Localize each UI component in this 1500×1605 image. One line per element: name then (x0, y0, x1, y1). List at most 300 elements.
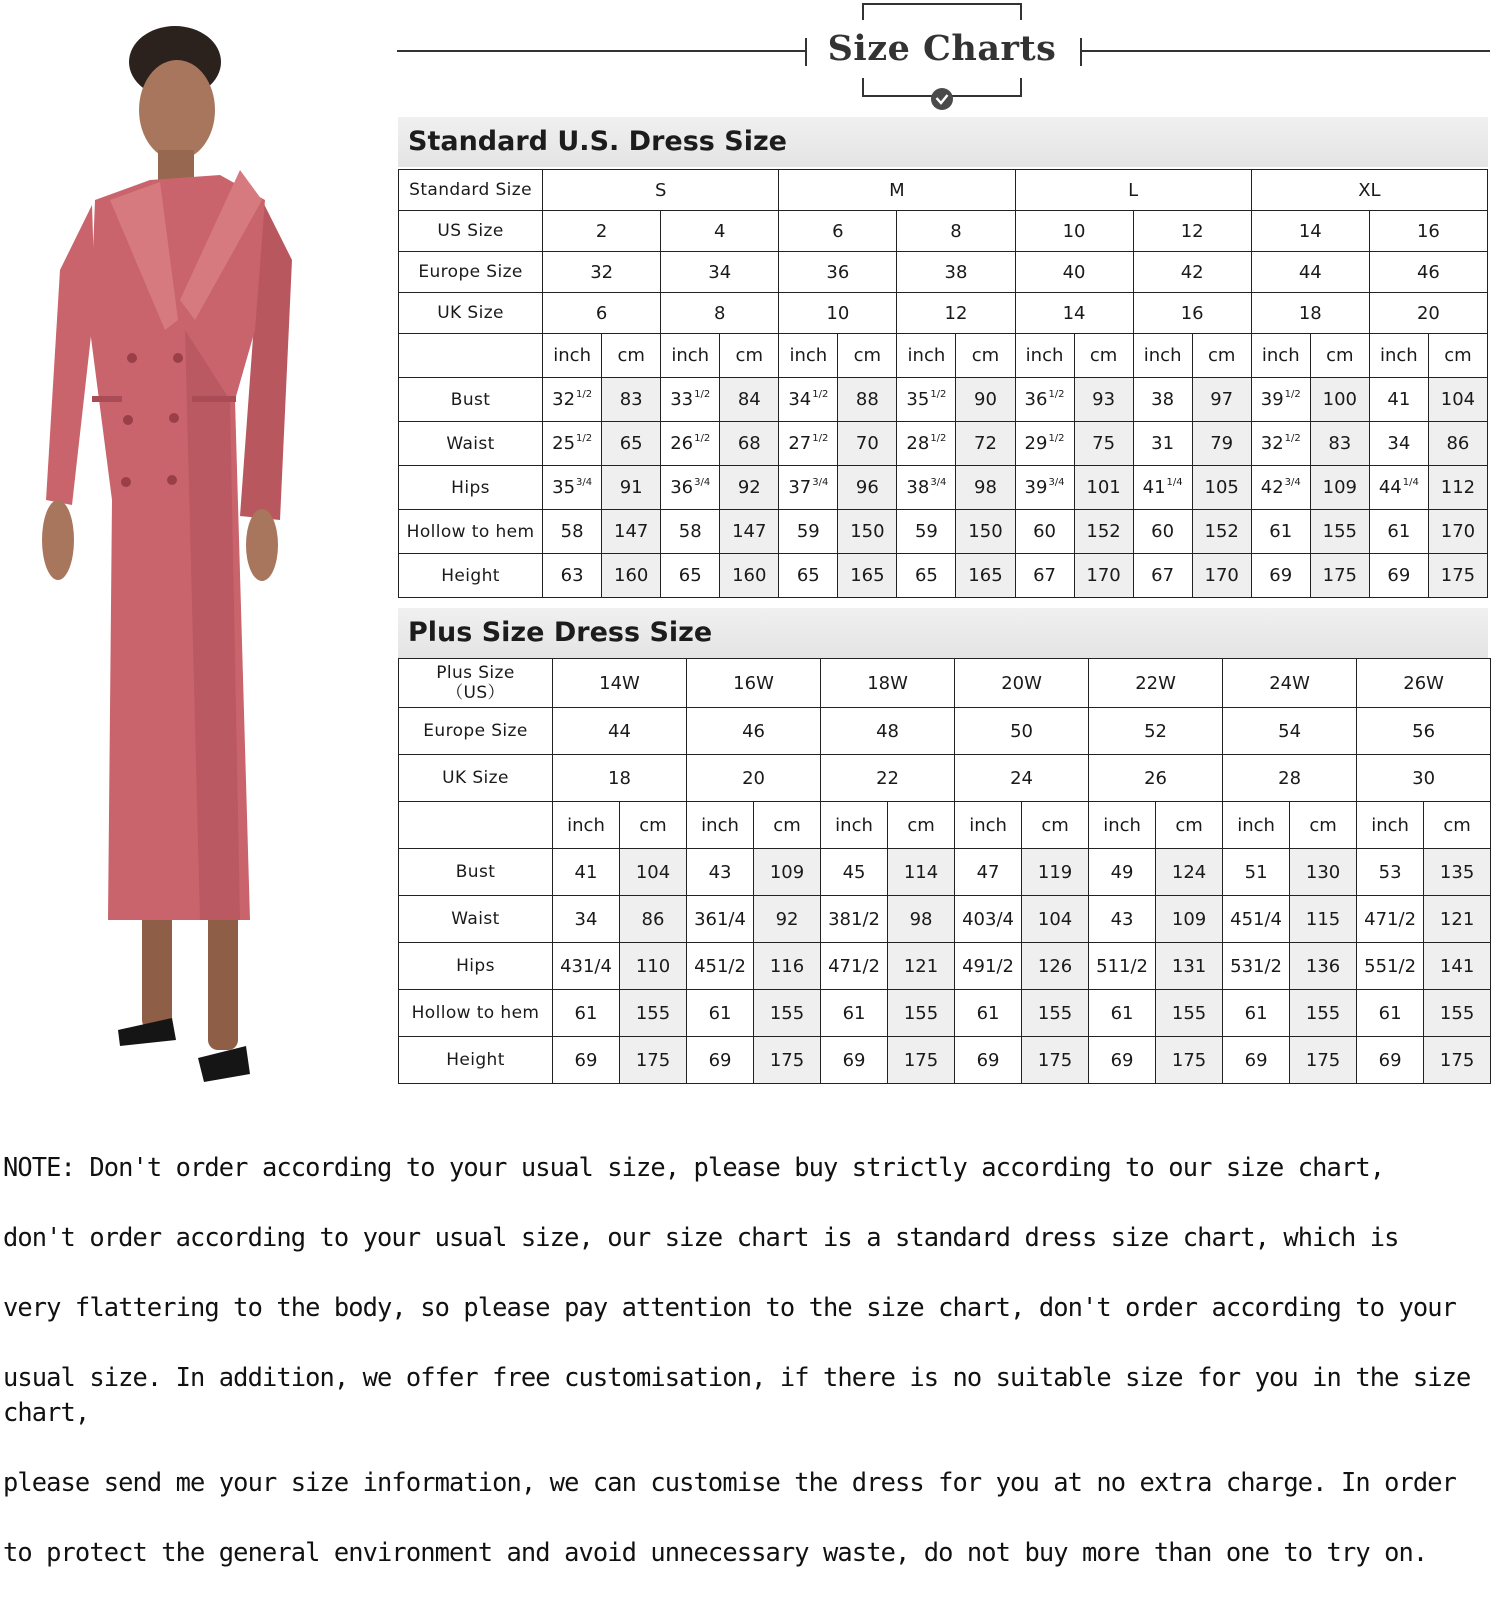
measurement-cell: 152 (1074, 510, 1133, 554)
unit-header-inch: inch (1133, 334, 1192, 378)
header-rule-right (1082, 50, 1490, 52)
measurement-cell: 65 (897, 554, 956, 598)
plus-size-row (399, 659, 1491, 708)
unit-header-cm: cm (1074, 334, 1133, 378)
measurement-whole: 38 (906, 477, 930, 498)
row-label: Europe Size (399, 708, 553, 755)
note-line: NOTE: Don't order according to your usual size, please buy strictly according to our size chart, (3, 1152, 1385, 1182)
row-label: US Size (399, 211, 543, 252)
measurement-cell: 165 (956, 554, 1015, 598)
measurement-cell: 147 (602, 510, 661, 554)
row-label: Waist (399, 896, 553, 943)
measurement-whole: 36 (1024, 389, 1048, 410)
measurement-cell (1015, 422, 1074, 466)
measurement-cell: 72 (956, 422, 1015, 466)
plus-europe-size-row (399, 708, 1491, 755)
unit-header-inch: inch (1369, 334, 1428, 378)
row-label: Hips (399, 943, 553, 990)
europe-size-cell: 44 (553, 708, 687, 755)
measurement-fraction: 1/2 (930, 389, 947, 400)
measurement-cell: 98 (888, 896, 955, 943)
measurement-row (399, 896, 1491, 943)
standard-measurements (399, 378, 1488, 598)
measurement-cell: 109 (1156, 896, 1223, 943)
measurement-cell: 155 (1156, 990, 1223, 1037)
uk-size-cell: 26 (1089, 755, 1223, 802)
measurement-cell: 60 (1133, 510, 1192, 554)
measurement-fraction: 3/4 (576, 477, 593, 488)
unit-header-inch: inch (779, 334, 838, 378)
measurement-cell: 491/2 (955, 943, 1022, 990)
measurement-cell: 79 (1192, 422, 1251, 466)
measurement-row (399, 849, 1491, 896)
measurement-fraction: 1/2 (576, 433, 593, 444)
measurement-cell: 65 (779, 554, 838, 598)
measurement-cell: 98 (956, 466, 1015, 510)
figure-button (123, 415, 133, 425)
measurement-row (399, 510, 1488, 554)
measurement-cell: 451/4 (1223, 896, 1290, 943)
measurement-row (399, 990, 1491, 1037)
figure-button (121, 477, 131, 487)
measurement-cell: 61 (553, 990, 620, 1037)
empty-cell (399, 802, 553, 849)
row-label: Hollow to hem (399, 990, 553, 1037)
measurement-cell: 84 (720, 378, 779, 422)
note-line: please send me your size information, we can customise the dress for you at no extra charge. In order (3, 1467, 1457, 1497)
measurement-cell: 511/2 (1089, 943, 1156, 990)
europe-size-cell: 34 (661, 252, 779, 293)
europe-size-cell: 48 (821, 708, 955, 755)
measurement-row (399, 378, 1488, 422)
measurement-whole: 27 (788, 433, 812, 454)
unit-header-inch: inch (1015, 334, 1074, 378)
measurement-whole: 41 (1142, 477, 1166, 498)
unit-header-cm: cm (1156, 802, 1223, 849)
us-size-cell: 10 (1015, 211, 1133, 252)
model-figure-illustration (0, 0, 380, 1090)
us-size-cell: 2 (543, 211, 661, 252)
measurement-cell: 34 (1369, 422, 1428, 466)
measurement-cell (779, 378, 838, 422)
uk-size-cell: 6 (543, 293, 661, 334)
measurement-whole: 29 (1024, 433, 1048, 454)
unit-header-inch: inch (821, 802, 888, 849)
note-line: don't order according to your usual size, our size chart is a standard dress size chart, which is (3, 1222, 1399, 1252)
measurement-cell: 92 (720, 466, 779, 510)
measurement-cell: 61 (955, 990, 1022, 1037)
figure-pocket-flap (192, 396, 236, 402)
measurement-cell: 92 (754, 896, 821, 943)
unit-header-cm: cm (1310, 334, 1369, 378)
unit-header-cm: cm (956, 334, 1015, 378)
measurement-cell: 361/4 (687, 896, 754, 943)
figure-coat (90, 175, 265, 920)
plus-size-label: Plus Size (436, 663, 515, 683)
measurement-whole: 39 (1260, 389, 1284, 410)
measurement-row (399, 943, 1491, 990)
row-label: UK Size (399, 293, 543, 334)
measurement-cell: 38 (1133, 378, 1192, 422)
unit-header-cm: cm (754, 802, 821, 849)
unit-header-cm: cm (620, 802, 687, 849)
row-label: UK Size (399, 755, 553, 802)
unit-header-inch: inch (1223, 802, 1290, 849)
measurement-cell: 104 (620, 849, 687, 896)
uk-size-cell: 12 (897, 293, 1015, 334)
uk-size-cell: 24 (955, 755, 1089, 802)
unit-header-cm: cm (838, 334, 897, 378)
unit-header-inch: inch (553, 802, 620, 849)
measurement-fraction: 1/4 (1402, 477, 1419, 488)
us-size-cell: 12 (1133, 211, 1251, 252)
uk-size-cell: 28 (1223, 755, 1357, 802)
measurement-cell: 170 (1192, 554, 1251, 598)
europe-size-cell: 44 (1251, 252, 1369, 293)
measurement-cell: 121 (888, 943, 955, 990)
measurement-whole: 35 (552, 477, 576, 498)
unit-header-inch: inch (955, 802, 1022, 849)
figure-arm-left (46, 205, 95, 505)
measurement-cell: 60 (1015, 510, 1074, 554)
measurement-fraction: 3/4 (812, 477, 829, 488)
measurement-cell: 69 (1357, 1037, 1424, 1084)
uk-size-cell: 20 (687, 755, 821, 802)
measurement-cell: 67 (1015, 554, 1074, 598)
measurement-cell: 109 (1310, 466, 1369, 510)
measurement-cell: 147 (720, 510, 779, 554)
europe-size-cell: 46 (1369, 252, 1487, 293)
note-paragraph (3, 1115, 1500, 1605)
measurement-cell: 431/4 (553, 943, 620, 990)
measurement-cell (779, 422, 838, 466)
measurement-cell: 58 (661, 510, 720, 554)
measurement-row (399, 466, 1488, 510)
measurement-cell: 155 (1424, 990, 1491, 1037)
measurement-cell: 61 (1089, 990, 1156, 1037)
measurement-cell: 97 (1192, 378, 1251, 422)
unit-header-inch: inch (543, 334, 602, 378)
figure-hand-right (246, 509, 278, 581)
measurement-cell: 115 (1290, 896, 1357, 943)
measurement-cell: 160 (602, 554, 661, 598)
measurement-cell: 141 (1424, 943, 1491, 990)
measurement-cell (661, 466, 720, 510)
measurement-cell: 69 (553, 1037, 620, 1084)
measurement-cell (1251, 466, 1310, 510)
plus-uk-size-row (399, 755, 1491, 802)
measurement-cell (897, 466, 956, 510)
measurement-cell: 150 (956, 510, 1015, 554)
plus-size-section-title: Plus Size Dress Size (398, 608, 1488, 658)
measurement-whole: 39 (1024, 477, 1048, 498)
plus-size-cell: 26W (1357, 659, 1491, 708)
measurement-cell (543, 378, 602, 422)
measurement-fraction: 1/2 (1284, 389, 1301, 400)
measurement-cell: 175 (1428, 554, 1487, 598)
letter-size-cell: M (779, 170, 1015, 211)
measurement-whole: 28 (906, 433, 930, 454)
us-size-cell: 16 (1369, 211, 1487, 252)
measurement-cell: 551/2 (1357, 943, 1424, 990)
measurement-cell: 175 (1156, 1037, 1223, 1084)
measurement-cell: 75 (1074, 422, 1133, 466)
letter-size-cell: S (543, 170, 779, 211)
measurement-cell: 43 (1089, 896, 1156, 943)
uk-size-cell: 14 (1015, 293, 1133, 334)
measurement-cell: 69 (821, 1037, 888, 1084)
measurement-cell: 155 (1290, 990, 1357, 1037)
measurement-cell: 70 (838, 422, 897, 466)
measurement-whole: 25 (552, 433, 576, 454)
measurement-cell: 116 (754, 943, 821, 990)
europe-size-cell: 32 (543, 252, 661, 293)
figure-leg-right (208, 900, 238, 1050)
measurement-fraction: 1/2 (1048, 433, 1065, 444)
measurement-cell (1015, 466, 1074, 510)
measurement-cell: 67 (1133, 554, 1192, 598)
measurement-whole: 36 (670, 477, 694, 498)
measurement-fraction: 1/2 (1284, 433, 1301, 444)
measurement-cell (779, 466, 838, 510)
europe-size-cell: 38 (897, 252, 1015, 293)
measurement-cell: 471/2 (1357, 896, 1424, 943)
measurement-cell: 63 (543, 554, 602, 598)
measurement-cell: 105 (1192, 466, 1251, 510)
measurement-cell: 121 (1424, 896, 1491, 943)
measurement-whole: 35 (906, 389, 930, 410)
row-label: Height (399, 1037, 553, 1084)
figure-button (167, 475, 177, 485)
measurement-cell: 69 (1223, 1037, 1290, 1084)
measurement-cell: 59 (897, 510, 956, 554)
letter-size-cell: L (1015, 170, 1251, 211)
europe-size-cell: 46 (687, 708, 821, 755)
measurement-cell (1015, 378, 1074, 422)
measurement-cell: 34 (553, 896, 620, 943)
row-label: Bust (399, 378, 543, 422)
measurement-whole: 32 (1260, 433, 1284, 454)
unit-header-cm: cm (1290, 802, 1357, 849)
measurement-cell: 65 (602, 422, 661, 466)
us-size-cell: 6 (779, 211, 897, 252)
measurement-cell: 136 (1290, 943, 1357, 990)
us-size-cell: 4 (661, 211, 779, 252)
europe-size-cell: 40 (1015, 252, 1133, 293)
measurement-cell: 131 (1156, 943, 1223, 990)
page-title: Size Charts (827, 28, 1057, 69)
measurement-cell: 381/2 (821, 896, 888, 943)
note-line: very flattering to the body, so please pay attention to the size chart, don't order according to your (3, 1292, 1457, 1322)
measurement-cell (543, 422, 602, 466)
row-label: Bust (399, 849, 553, 896)
unit-header-inch: inch (1251, 334, 1310, 378)
measurement-cell: 165 (838, 554, 897, 598)
measurement-cell: 155 (1310, 510, 1369, 554)
measurement-cell: 53 (1357, 849, 1424, 896)
measurement-cell: 175 (620, 1037, 687, 1084)
unit-header-cm: cm (888, 802, 955, 849)
measurement-fraction: 1/2 (812, 389, 829, 400)
us-size-cell: 8 (897, 211, 1015, 252)
measurement-fraction: 3/4 (694, 477, 711, 488)
europe-size-cell: 36 (779, 252, 897, 293)
measurement-cell: 69 (1251, 554, 1310, 598)
europe-size-cell: 42 (1133, 252, 1251, 293)
unit-header-cm: cm (1428, 334, 1487, 378)
measurement-cell: 104 (1428, 378, 1487, 422)
measurement-cell: 160 (720, 554, 779, 598)
plus-size-cell: 14W (553, 659, 687, 708)
measurement-whole: 34 (788, 389, 812, 410)
measurement-fraction: 3/4 (1048, 477, 1065, 488)
measurement-cell: 119 (1022, 849, 1089, 896)
measurement-cell: 45 (821, 849, 888, 896)
measurement-cell (661, 378, 720, 422)
standard-units-row (399, 334, 1488, 378)
unit-header-cm: cm (1192, 334, 1251, 378)
measurement-cell: 47 (955, 849, 1022, 896)
measurement-fraction: 1/2 (694, 433, 711, 444)
measurement-cell: 61 (1369, 510, 1428, 554)
measurement-cell: 41 (553, 849, 620, 896)
measurement-whole: 33 (670, 389, 694, 410)
measurement-cell: 90 (956, 378, 1015, 422)
uk-size-cell: 20 (1369, 293, 1487, 334)
plus-size-cell: 16W (687, 659, 821, 708)
unit-header-inch: inch (661, 334, 720, 378)
measurement-cell: 471/2 (821, 943, 888, 990)
measurement-cell: 69 (687, 1037, 754, 1084)
plus-size-cell: 20W (955, 659, 1089, 708)
unit-header-inch: inch (1357, 802, 1424, 849)
measurement-cell: 100 (1310, 378, 1369, 422)
measurement-cell: 91 (602, 466, 661, 510)
measurement-cell: 175 (1310, 554, 1369, 598)
uk-size-cell: 8 (661, 293, 779, 334)
plus-size-sublabel: （US） (446, 683, 505, 703)
unit-header-inch: inch (897, 334, 956, 378)
uk-size-cell: 16 (1133, 293, 1251, 334)
uk-size-cell: 18 (553, 755, 687, 802)
unit-header-cm: cm (1022, 802, 1089, 849)
unit-header-cm: cm (1424, 802, 1491, 849)
measurement-cell: 58 (543, 510, 602, 554)
measurement-cell: 61 (1223, 990, 1290, 1037)
europe-size-cell: 52 (1089, 708, 1223, 755)
measurement-cell: 61 (1251, 510, 1310, 554)
measurement-cell: 150 (838, 510, 897, 554)
measurement-cell: 86 (1428, 422, 1487, 466)
measurement-whole: 26 (670, 433, 694, 454)
measurement-cell: 170 (1074, 554, 1133, 598)
plus-measurements (399, 849, 1491, 1084)
measurement-cell: 68 (720, 422, 779, 466)
unit-header-inch: inch (1089, 802, 1156, 849)
row-label: Height (399, 554, 543, 598)
measurement-whole: 44 (1378, 477, 1402, 498)
plus-size-cell: 18W (821, 659, 955, 708)
figure-button (173, 353, 183, 363)
measurement-cell: 109 (754, 849, 821, 896)
note-line: to protect the general environment and avoid unnecessary waste, do not buy more than one to try on. (3, 1537, 1428, 1567)
measurement-fraction: 1/2 (930, 433, 947, 444)
measurement-cell: 114 (888, 849, 955, 896)
measurement-row (399, 422, 1488, 466)
measurement-cell: 175 (1424, 1037, 1491, 1084)
measurement-fraction: 3/4 (930, 477, 947, 488)
measurement-cell: 175 (754, 1037, 821, 1084)
measurement-whole: 42 (1260, 477, 1284, 498)
measurement-cell: 112 (1428, 466, 1487, 510)
uk-size-cell: 18 (1251, 293, 1369, 334)
measurement-cell: 61 (821, 990, 888, 1037)
measurement-fraction: 1/2 (1048, 389, 1065, 400)
measurement-row (399, 1037, 1491, 1084)
standard-us-size-row (399, 211, 1488, 252)
measurement-cell: 175 (1290, 1037, 1357, 1084)
europe-size-cell: 54 (1223, 708, 1357, 755)
measurement-cell: 170 (1428, 510, 1487, 554)
figure-head (139, 60, 215, 160)
header-rule-left (397, 50, 806, 52)
measurement-cell (661, 422, 720, 466)
measurement-cell: 88 (838, 378, 897, 422)
measurement-cell: 175 (1022, 1037, 1089, 1084)
measurement-cell: 61 (687, 990, 754, 1037)
measurement-fraction: 1/4 (1166, 477, 1183, 488)
measurement-cell: 69 (955, 1037, 1022, 1084)
us-size-cell: 14 (1251, 211, 1369, 252)
measurement-cell (1251, 378, 1310, 422)
measurement-cell: 126 (1022, 943, 1089, 990)
europe-size-cell: 56 (1357, 708, 1491, 755)
row-label: Europe Size (399, 252, 543, 293)
measurement-whole: 32 (552, 389, 576, 410)
plus-size-table (398, 658, 1491, 1084)
measurement-cell: 403/4 (955, 896, 1022, 943)
measurement-cell: 69 (1089, 1037, 1156, 1084)
measurement-cell: 43 (687, 849, 754, 896)
unit-header-cm: cm (720, 334, 779, 378)
measurement-cell (1133, 466, 1192, 510)
measurement-cell: 130 (1290, 849, 1357, 896)
unit-header-inch: inch (687, 802, 754, 849)
standard-uk-size-row (399, 293, 1488, 334)
measurement-cell: 69 (1369, 554, 1428, 598)
measurement-cell (897, 422, 956, 466)
row-label: Waist (399, 422, 543, 466)
measurement-cell (543, 466, 602, 510)
measurement-whole: 37 (788, 477, 812, 498)
measurement-row (399, 554, 1488, 598)
figure-button (169, 413, 179, 423)
figure-pocket-flap (92, 396, 122, 402)
measurement-cell: 51 (1223, 849, 1290, 896)
measurement-fraction: 3/4 (1284, 477, 1301, 488)
check-badge-icon (930, 87, 954, 111)
letter-size-cell: XL (1251, 170, 1487, 211)
row-label: Hollow to hem (399, 510, 543, 554)
measurement-cell: 93 (1074, 378, 1133, 422)
standard-letter-size-row (399, 170, 1488, 211)
measurement-cell: 152 (1192, 510, 1251, 554)
unit-header-cm: cm (602, 334, 661, 378)
figure-button (127, 353, 137, 363)
plus-size-cell: 22W (1089, 659, 1223, 708)
plus-size-cell: 24W (1223, 659, 1357, 708)
measurement-cell: 83 (602, 378, 661, 422)
